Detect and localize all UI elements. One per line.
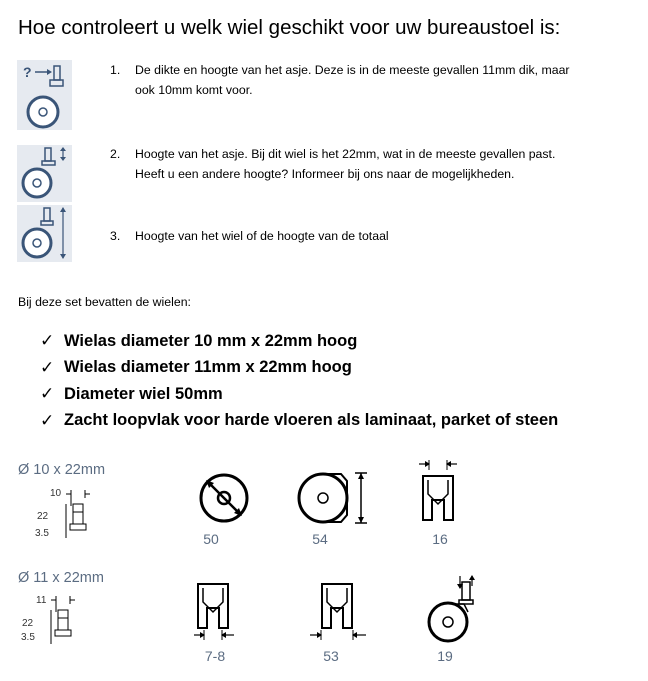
stem-height-dimension: 22 bbox=[37, 511, 49, 522]
wheel-diameter-diagram bbox=[198, 472, 252, 526]
stem-spec-heading-10: Ø 10 x 22mm bbox=[18, 462, 106, 478]
stem-base-dimension: 3.5 bbox=[21, 632, 35, 643]
stem-base-dimension: 3.5 bbox=[35, 528, 49, 539]
step-2-line-2: Heeft u een andere hoogte? Informeer bij ons naar de mogelijkheden. bbox=[135, 167, 515, 181]
stem-height-dimension: 22 bbox=[22, 618, 34, 629]
step-1-number: 1. bbox=[110, 63, 121, 77]
step-3-line-1: Hoogte van het wiel of de hoogte van de totaal bbox=[135, 229, 389, 243]
list-item bbox=[40, 408, 558, 435]
list-item bbox=[40, 381, 558, 408]
hood-width-caption: 7-8 bbox=[204, 648, 226, 664]
step-1-text bbox=[135, 60, 635, 100]
base-width-diagram bbox=[310, 578, 370, 642]
wheel-height-caption: 54 bbox=[312, 531, 328, 547]
hood-width-diagram bbox=[190, 578, 240, 642]
check-icon: ✓ bbox=[40, 410, 55, 430]
total-height-diagram bbox=[420, 572, 482, 644]
stem-top-dimension: 10 bbox=[50, 488, 62, 499]
step-3-number: 3. bbox=[110, 229, 121, 243]
base-width-caption: 53 bbox=[323, 648, 339, 664]
check-icon: ✓ bbox=[40, 331, 55, 351]
width-caption: 16 bbox=[432, 531, 448, 547]
checklist-item-label: Zacht loopvlak voor harde vloeren als laminaat, parket of steen bbox=[64, 411, 559, 430]
check-icon: ✓ bbox=[40, 384, 55, 404]
diameter-caption: 50 bbox=[203, 531, 219, 547]
list-item bbox=[40, 355, 558, 382]
step-3-text bbox=[135, 226, 635, 246]
wheel-total-height-icon bbox=[17, 205, 72, 262]
wheel-stem-height-icon bbox=[17, 145, 72, 202]
step-2-text bbox=[135, 144, 635, 184]
wheel-width-diagram bbox=[415, 460, 465, 525]
step-1-line-1: De dikte en hoogte van het asje. Deze is in de meeste gevallen 11mm dik, maar bbox=[135, 63, 570, 77]
stem-spec-heading-11: Ø 11 x 22mm bbox=[18, 570, 104, 586]
wheel-height-diagram bbox=[297, 467, 369, 527]
checklist-item-label: Wielas diameter 11mm x 22mm hoog bbox=[64, 358, 352, 377]
stem-diagram-11 bbox=[40, 592, 85, 648]
question-mark: ? bbox=[23, 64, 32, 80]
wheel-question-icon bbox=[17, 60, 72, 130]
feature-checklist bbox=[40, 328, 558, 434]
checklist-item-label: Wielas diameter 10 mm x 22mm hoog bbox=[64, 331, 358, 350]
checklist-item-label: Diameter wiel 50mm bbox=[64, 384, 223, 403]
total-height-caption: 19 bbox=[437, 648, 453, 664]
list-item bbox=[40, 328, 558, 355]
page-title: Hoe controleert u welk wiel geschikt voor uw bureaustoel is: bbox=[18, 16, 561, 39]
step-2-line-1: Hoogte van het asje. Bij dit wiel is het 22mm, wat in de meeste gevallen past. bbox=[135, 147, 556, 161]
check-icon: ✓ bbox=[40, 357, 55, 377]
step-1-line-2: ook 10mm komt voor. bbox=[135, 83, 253, 97]
stem-diagram-10 bbox=[55, 486, 100, 542]
stem-top-dimension: 11 bbox=[36, 595, 47, 606]
set-intro: Bij deze set bevatten de wielen: bbox=[18, 295, 191, 309]
step-2-number: 2. bbox=[110, 147, 121, 161]
